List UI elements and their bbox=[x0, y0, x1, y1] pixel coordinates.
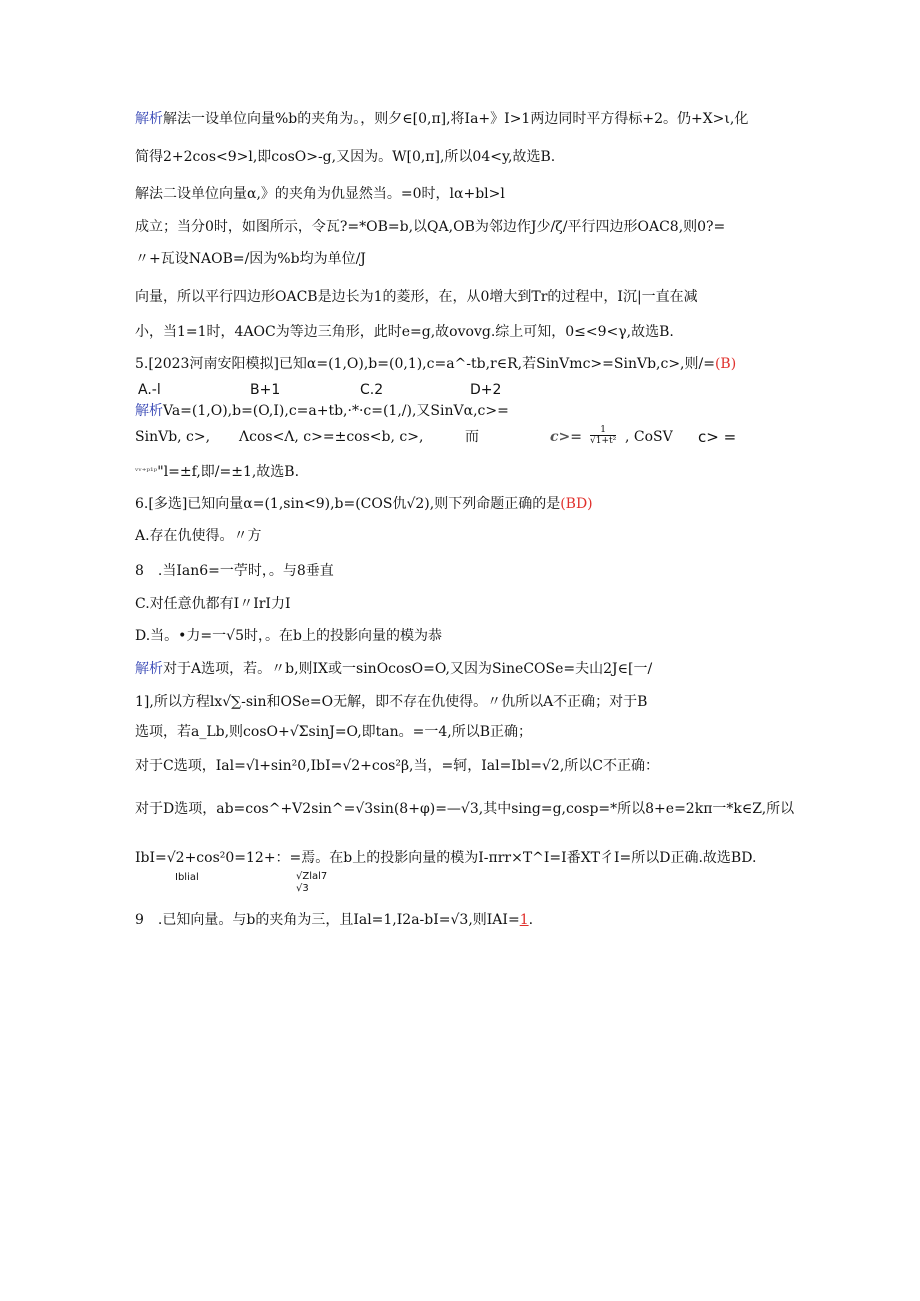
solution-line-5: 〃+瓦设NAOB=/因为%b均为单位/J bbox=[135, 251, 366, 267]
solution-tag: 解析 bbox=[135, 661, 163, 677]
fraction bbox=[590, 425, 616, 446]
question-5-option-c: C.2 bbox=[360, 382, 384, 398]
solution-text: 解法一设单位向量%b的夹角为。，则夕∈[0,π],将Ia+》I>1两边同时平方得标+2。仍+X>ι,化 bbox=[163, 111, 749, 127]
question-5-option-d: D+2 bbox=[470, 382, 502, 398]
solution-text: 而 bbox=[465, 429, 479, 445]
question-5-text: 5.[2023河南安阳模拟]已知α=(1,O),b=(0,1),c=a^-tb,r∈R,若SinVmc>=SinVb,c>,则/= bbox=[135, 356, 715, 372]
question-5-option-a: A.-l bbox=[138, 382, 161, 398]
solution-line-1 bbox=[135, 110, 748, 128]
question-9-text: 9 .已知向量。与b的夹角为三，且Ial=1,I2a-bI=√3,则IAI= bbox=[135, 912, 520, 928]
solution-line-6: 向量，所以平行四边形OACB是边长为1的菱形，在，从0增大到Tr的过程中，I沉|一直在减 bbox=[135, 289, 698, 305]
solution-text: c> = bbox=[698, 428, 737, 446]
question-6-subscript-2: √Zlal7 bbox=[296, 871, 328, 882]
solution-line-7: 小，当1=1时，4AOC为等边三角形，此时e=g,故ovovg.综上可知，0≤<9<γ,故选B. bbox=[135, 324, 674, 340]
question-6-solution-line-5: 对于D选项，ab=cos^+V2sin^=√3sin(8+φ)=—√3,其中sing=g,cosp=*所以8+e=2kπ一*k∈Z,所以 bbox=[135, 801, 795, 817]
question-5-solution-line-1 bbox=[135, 402, 509, 420]
solution-tag: 解析 bbox=[135, 111, 163, 127]
solution-text: Λcos<Λ, c>=±cos<b, c>, bbox=[239, 429, 424, 445]
solution-line-4: 成立；当分0时，如图所示，令瓦?=*OB=b,以QA,OB为邻边作J少/ζ/平行四边形OAC8,则0?= bbox=[135, 219, 726, 235]
solution-formula: c>= bbox=[550, 429, 582, 445]
question-6-text: 6.[多选]已知向量α=(1,sin<9),b=(COS仇√2),则下列命题正确的是 bbox=[135, 496, 561, 512]
solution-tag: 解析 bbox=[135, 403, 163, 419]
question-6-solution-line-4: 对于C选项，Ial=√l+sin²0,IbI=√2+cos²β,当，=轲，Ial=Ibl=√2,所以C不正确： bbox=[135, 758, 660, 774]
question-5-stem bbox=[135, 355, 736, 373]
solution-text: Va=(1,O),b=(O,I),c=a+tb,·*·c=(1,/),又SinVα,c>= bbox=[163, 403, 509, 419]
fraction-numerator: 1 bbox=[590, 425, 616, 436]
solution-line-3: 解法二设单位向量α,》的夹角为仇显然当。=0时，lα+bl>l bbox=[135, 186, 505, 202]
question-9-stem bbox=[135, 911, 533, 929]
question-6-option-c: C.对任意仇都有I〃IrI力I bbox=[135, 596, 291, 612]
question-6-solution-line-3: 选项，若a_Lb,则cosO+√ΣsinJ=O,即tan。=一4,所以B正确； bbox=[135, 724, 533, 740]
solution-text: , CoSV bbox=[625, 429, 673, 445]
question-5-option-b: B+1 bbox=[250, 382, 281, 398]
question-6-stem bbox=[135, 495, 593, 513]
question-6-solution-line-6: IbI=√2+cos²0=12+：=焉。在b上的投影向量的模为I-πrr×T^I=I番XT彳I=所以D正确.故选BD. bbox=[135, 850, 757, 866]
question-6-solution-line-1 bbox=[135, 660, 652, 678]
solution-text: 对于A选项，若。〃b,则IX或一sinOcosO=O,又因为SineCOSe=夫山2J∈[一/ bbox=[163, 661, 653, 677]
question-9-answer: 1 bbox=[519, 912, 529, 928]
question-5-solution-line-3 bbox=[135, 463, 299, 481]
fraction-denominator: √1+t² bbox=[590, 436, 617, 446]
question-6-option-b: 8 .当Ian6=一苧时，。与8垂直 bbox=[135, 563, 334, 579]
question-6-option-d: D.当。•力=一√5时，。在b上的投影向量的模为恭 bbox=[135, 628, 442, 644]
question-9-end: . bbox=[528, 912, 534, 928]
question-6-subscript-1: Iblial bbox=[175, 872, 199, 883]
solution-line-2: 简得2+2cos<9>l,即cosO>-g,又因为。W[0,π],所以04<y,故选B. bbox=[135, 149, 556, 165]
solution-text: SinVb, c>, bbox=[135, 429, 211, 445]
question-6-option-a: A.存在仇使得。〃方 bbox=[135, 528, 262, 544]
solution-text: "l=±f,即/=±1,故选B. bbox=[157, 464, 300, 480]
question-6-solution-line-2: 1],所以方程lx√∑-sin和OSe=O无解，即不存在仇使得。〃仇所以A不正确；对于B bbox=[135, 694, 648, 710]
question-6-answer: (BD) bbox=[560, 496, 593, 512]
question-6-subscript-3: √3 bbox=[296, 883, 309, 894]
question-5-answer: (B) bbox=[714, 356, 737, 372]
garbled-fraction: ᵛᵛ⁺ᵖ¹ᵖ bbox=[135, 467, 158, 477]
